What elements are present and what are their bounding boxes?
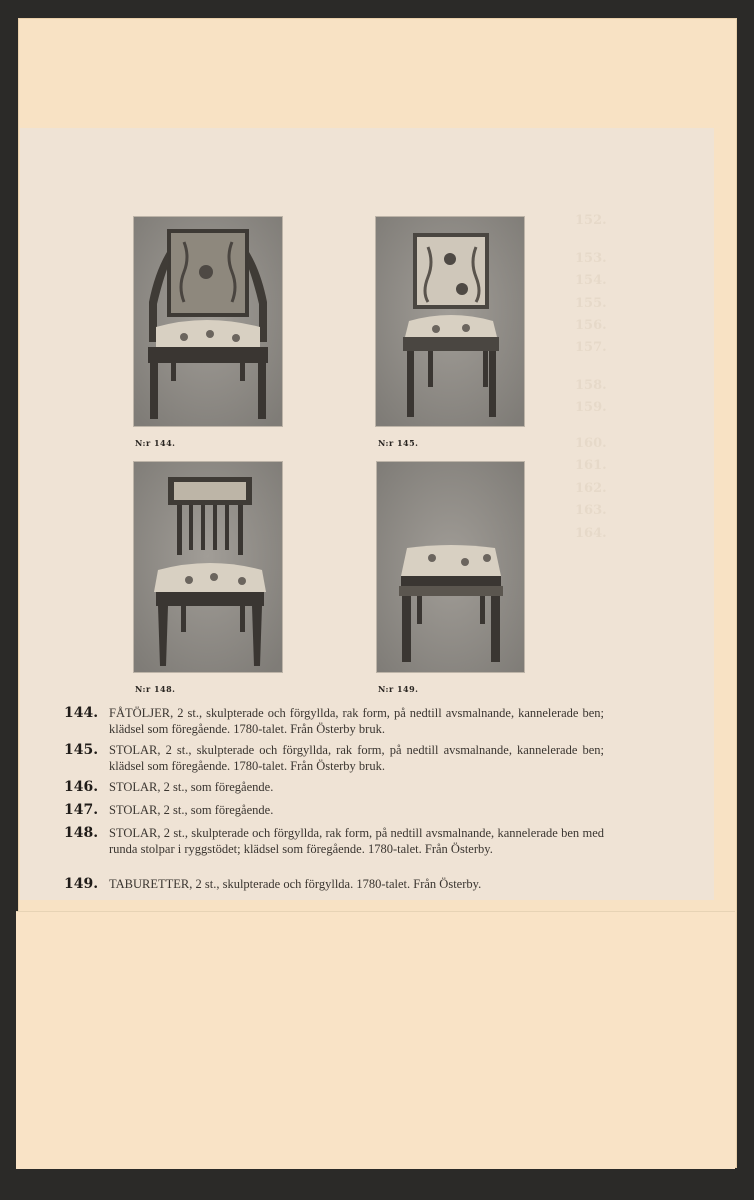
catalogue-entry-145: [64, 742, 604, 774]
entry-number: 149.: [64, 876, 99, 892]
bleed-through-number: 163.: [575, 503, 607, 518]
photo-caption-149: N:r 149.: [378, 684, 419, 694]
bleed-through-number: 152.: [575, 213, 607, 228]
catalogue-entry-148: [64, 825, 604, 857]
bleed-through-number: 157.: [575, 340, 607, 355]
entry-number: 147.: [64, 802, 99, 818]
chair-illustration: [376, 217, 524, 426]
bleed-through-number: 156.: [575, 318, 607, 333]
bleed-through-number: 161.: [575, 458, 607, 473]
photo-stool: [377, 462, 524, 672]
bleed-through-number: 159.: [575, 400, 607, 415]
entry-text: STOLAR, 2 st., skulpterade och förgyllda, rak form, på nedtill avsmalnande, kannelerade ben med runda stolpar i ryggstödet; klädsel som föregående. 1780-talet. Från Österby.: [109, 826, 604, 856]
entry-text: STOLAR, 2 st., som föregående.: [109, 803, 274, 817]
bleed-through-number: 155.: [575, 296, 607, 311]
photo-caption-145: N:r 145.: [378, 438, 419, 448]
entry-text: TABURETTER, 2 st., skulpterade och förgyllda. 1780-talet. Från Österby.: [109, 877, 482, 891]
entry-number: 145.: [64, 742, 99, 758]
photo-caption-144: N:r 144.: [135, 438, 176, 448]
bleed-through-number: 160.: [575, 436, 607, 451]
stool-illustration: [377, 462, 524, 672]
bleed-through-number: 153.: [575, 251, 607, 266]
catalogue-entry-144: [64, 705, 604, 737]
entry-number: 146.: [64, 779, 99, 795]
lower-paper-sheet: [16, 911, 735, 1169]
entry-number: 144.: [64, 705, 99, 721]
bleed-through-number: 162.: [575, 481, 607, 496]
entry-number: 148.: [64, 825, 99, 841]
photo-spindle-chair: [134, 462, 282, 672]
photo-chair: [376, 217, 524, 426]
catalogue-entry-146: [64, 779, 604, 795]
entry-text: STOLAR, 2 st., som föregående.: [109, 780, 274, 794]
bleed-through-number: 158.: [575, 378, 607, 393]
bleed-through-number: 154.: [575, 273, 607, 288]
catalogue-entry-149: [64, 876, 604, 892]
entry-text: FÅTÖLJER, 2 st., skulpterade och förgyllda, rak form, på nedtill avsmalnande, kannelerade ben; klädsel som föregående. 1780-talet. Från Österby bruk.: [109, 706, 604, 736]
photo-armchair: [134, 217, 282, 426]
catalogue-entry-147: [64, 802, 604, 818]
photo-caption-148: N:r 148.: [135, 684, 176, 694]
spindle-chair-illustration: [134, 462, 282, 672]
entry-text: STOLAR, 2 st., skulpterade och förgyllda, rak form, på nedtill avsmalnande, kannelerade ben; klädsel som föregående. 1780-talet. Från Österby bruk.: [109, 743, 604, 773]
armchair-illustration: [134, 217, 282, 426]
bleed-through-number: 164.: [575, 526, 607, 541]
